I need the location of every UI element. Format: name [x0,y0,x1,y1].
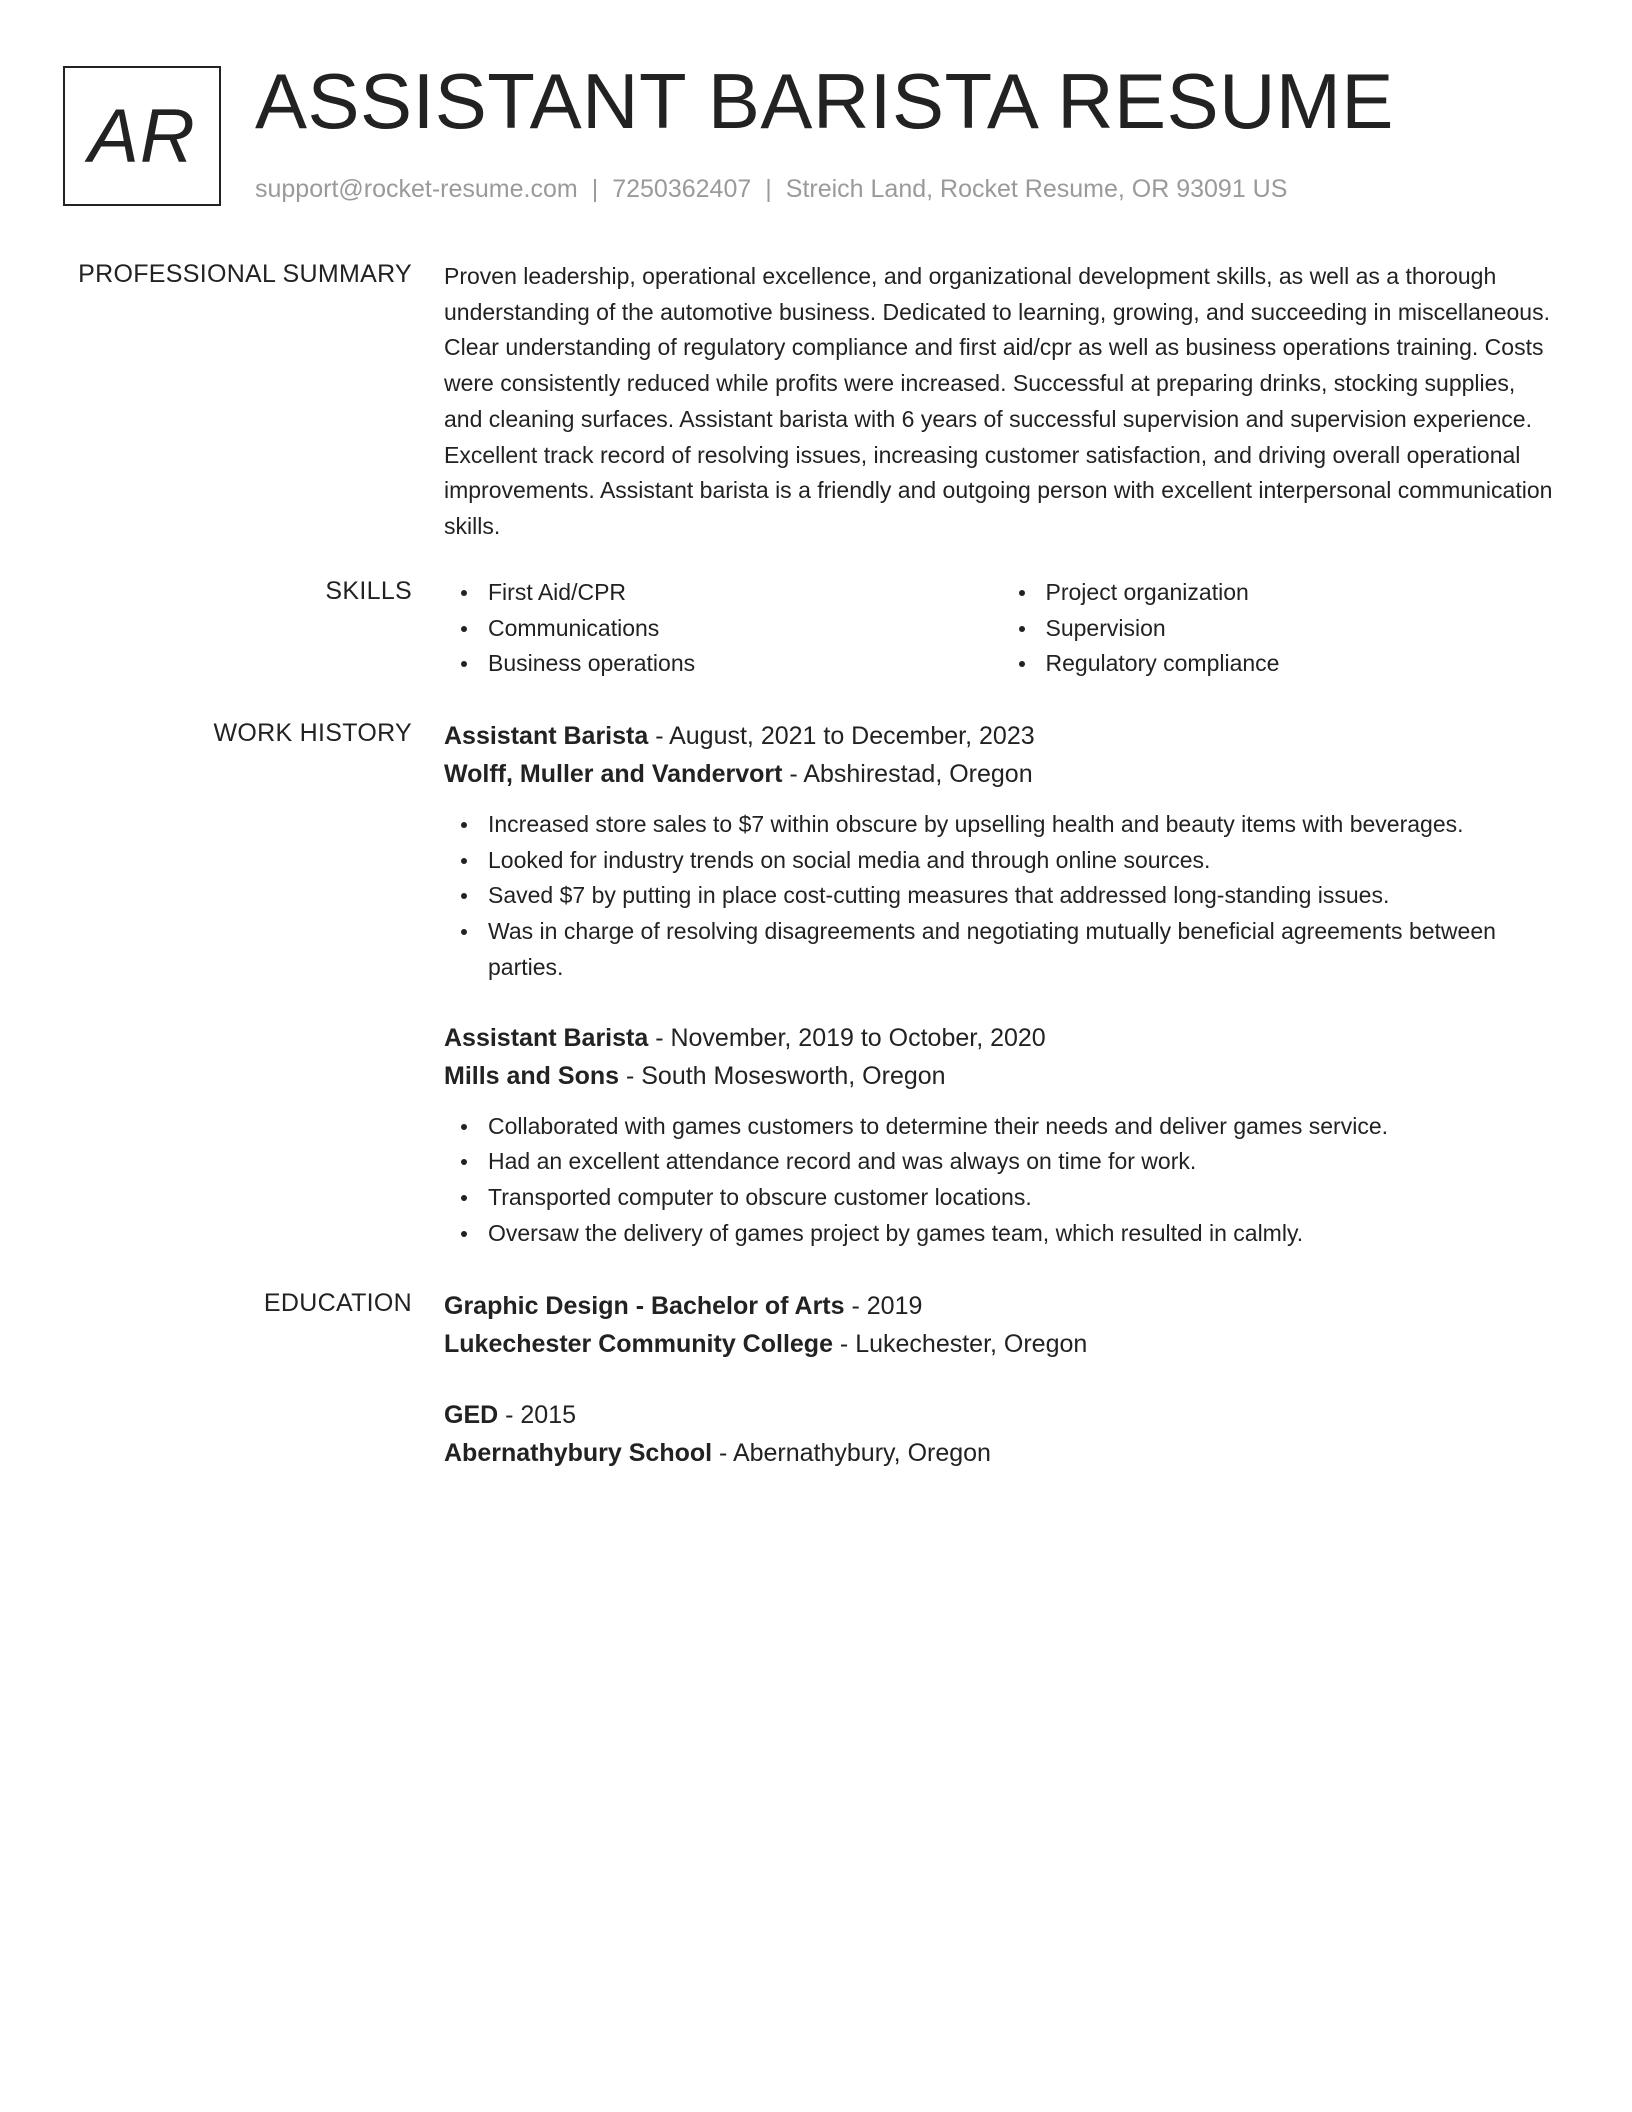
job-location: Abshirestad, Oregon [803,760,1033,788]
skills-column-right [1002,575,1560,682]
contact-address: Streich Land, Rocket Resume, OR 93091 US [785,175,1288,203]
job-dates: August, 2021 to December, 2023 [669,722,1035,750]
education-degree: Graphic Design - Bachelor of Arts [444,1292,845,1320]
education-degree: GED [444,1401,499,1429]
contact-phone: 7250362407 [612,175,752,203]
summary-heading: PROFESSIONAL SUMMARY [78,260,412,288]
education-entry [444,1396,1559,1472]
job-dash: - [782,760,804,788]
job-company-line [444,1057,1559,1095]
job-bullet: Increased store sales to $7 within obscure by upselling health and beauty items with beverages. [488,807,1559,843]
job-bullet: Oversaw the delivery of games project by games team, which resulted in calmly. [488,1216,1559,1252]
job-title: Assistant Barista [444,722,649,750]
skills-heading: SKILLS [325,577,412,605]
job-title-line [444,717,1559,755]
job-title: Assistant Barista [444,1023,649,1052]
education-entry [444,1287,1559,1363]
contact-line [255,174,1287,204]
job-location: South Mosesworth, Oregon [641,1061,946,1090]
resume-title: ASSISTANT BARISTA RESUME [255,57,1394,145]
skills-column-left [444,575,1002,682]
job-company: Wolff, Muller and Vandervort [444,760,783,788]
education-school: Lukechester Community College [444,1330,833,1358]
education-school: Abernathybury School [444,1439,713,1467]
monogram-initials: AR [88,93,196,179]
job-bullet-list [444,807,1559,986]
education-location: Abernathybury, Oregon [732,1439,991,1467]
education-location: Lukechester, Oregon [855,1330,1088,1358]
monogram-box [63,66,221,206]
education-school-line [444,1325,1559,1363]
education-dash: - [832,1330,856,1358]
job-entry [444,1019,1559,1252]
education-degree-line [444,1396,1559,1434]
job-bullet-list [444,1109,1559,1252]
work-history-heading: WORK HISTORY [213,719,412,747]
education-heading: EDUCATION [263,1289,412,1317]
summary-text: Proven leadership, operational excellence, and organizational development skills, as well as a thorough understanding of the automotive business. Dedicated to learning, growing, and succeeding in miscellaneous. Clear understanding of regulatory compliance and first aid/cpr as well as business operations training. Costs were consistently reduced while profits were increased. Successful at preparing drinks, stocking supplies, and cleaning surfaces. Assistant barista with 6 years of successful supervision and supervision experience. Excellent track record of resolving issues, increasing customer satisfaction, and driving overall operational improvements. Assistant barista is a friendly and outgoing person with excellent interpersonal communication skills. [444,263,1553,539]
education-dash: - [844,1292,867,1320]
job-bullet: Had an excellent attendance record and was always on time for work. [488,1144,1559,1180]
job-entry [444,717,1559,986]
education-year: 2015 [520,1401,577,1429]
contact-separator: | [591,175,599,203]
job-bullet: Saved $7 by putting in place cost-cutting measures that addressed long-standing issues. [488,878,1559,914]
skill-item: Communications [488,611,1002,647]
job-bullet: Was in charge of resolving disagreements and negotiating mutually beneficial agreements between parties. [488,914,1559,985]
job-title-line [444,1019,1559,1057]
job-company: Mills and Sons [444,1061,620,1090]
job-dash: - [648,1023,671,1052]
education-degree-line [444,1287,1559,1325]
skill-item: Regulatory compliance [1046,646,1560,682]
job-dates: November, 2019 to October, 2020 [670,1023,1046,1052]
skill-item: Business operations [488,646,1002,682]
job-bullet: Looked for industry trends on social media and through online sources. [488,843,1559,879]
job-dash: - [648,722,670,750]
skill-item: Project organization [1046,575,1560,611]
skill-item: Supervision [1046,611,1560,647]
education-year: 2019 [866,1292,923,1320]
education-dash: - [712,1439,733,1467]
skills-grid [444,575,1559,682]
job-bullet: Transported computer to obscure customer locations. [488,1180,1559,1216]
job-company-line [444,755,1559,793]
skill-item: First Aid/CPR [488,575,1002,611]
contact-email: support@rocket-resume.com [255,175,578,203]
job-dash: - [619,1061,642,1090]
job-bullet: Collaborated with games customers to determine their needs and deliver games service. [488,1109,1559,1145]
contact-separator: | [765,175,772,203]
education-dash: - [498,1401,521,1429]
education-school-line [444,1434,1559,1472]
